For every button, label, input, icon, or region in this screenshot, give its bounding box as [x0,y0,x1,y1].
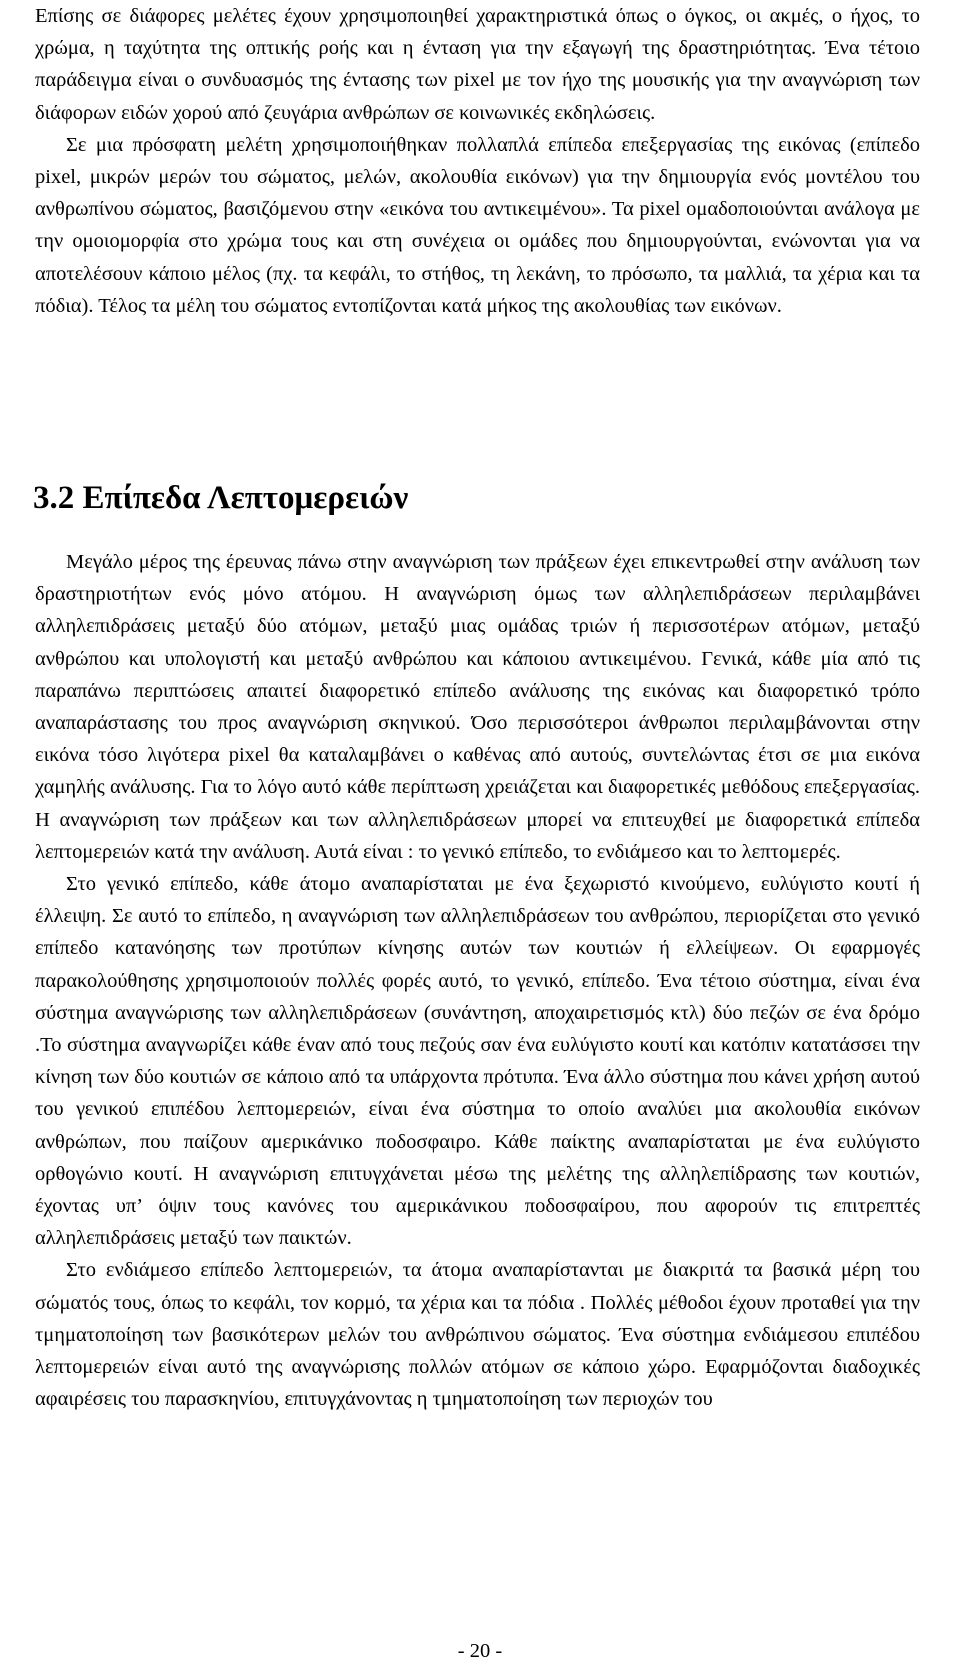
section-heading: 3.2 Επίπεδα Λεπτομερειών [33,480,409,516]
paragraph: Μεγάλο μέρος της έρευνας πάνω στην αναγνώριση των πράξεων έχει επικεντρωθεί στην ανάλυση των δραστηριοτήτων ενός μόνο ατόμου. Η αναγνώριση όμως των αλληλεπιδράσεων περιλαμβάνει αλληλεπιδράσεις μεταξύ δύο ατόμων, μεταξύ μιας ομάδας τριών ή περισσοτέρων ατόμων, μεταξύ ανθρώπου και υπολογιστή και μεταξύ ανθρώπου και κάποιου αντικειμένου. Γενικά, κάθε μία από τις παραπάνω περιπτώσεις απαιτεί διαφορετικό επίπεδο ανάλυσης της εικόνας και διαφορετικό τρόπο αναπαράστασης του προς αναγνώριση σκηνικού. Όσο περισσότεροι άνθρωποι περιλαμβάνονται στην εικόνα τόσο λιγότερα pixel θα καταλαμβάνει ο καθένας από αυτούς, συντελώντας έτσι σε μια εικόνα χαμηλής ανάλυσης. Για το λόγο αυτό κάθε περίπτωση χρειάζεται και διαφορετικές μεθόδους επεξεργασίας. Η αναγνώριση των πράξεων και των αλληλεπιδράσεων μπορεί να επιτευχθεί με διαφορετικά επίπεδα λεπτομερειών κατά την ανάλυση. Αυτά είναι : το γενικό επίπεδο, το ενδιάμεσο και το λεπτομερές. [35,551,920,863]
paragraph: Επίσης σε διάφορες μελέτες έχουν χρησιμοποιηθεί χαρακτηριστικά όπως ο όγκος, οι ακμές, ο ήχος, το χρώμα, η ταχύτητα της οπτικής ροής και η ένταση για την εξαγωγή της δραστηριότητας. Ένα τέτοιο παράδειγμα είναι ο συνδυασμός της έντασης των pixel με τον ήχο της μουσικής για την αναγνώριση των διάφορων ειδών χορού από ζευγάρια ανθρώπων σε κοινωνικές εκδηλώσεις. [35,5,920,124]
section-text-block [35,546,920,1415]
paragraph: Στο ενδιάμεσο επίπεδο λεπτομερειών, τα άτομα αναπαρίστανται με διακριτά τα βασικά μέρη του σώματός τους, όπως το κεφάλι, τον κορμό, τα χέρια και τα πόδια . Πολλές μέθοδοι έχουν προταθεί για την τμηματοποίηση των βασικότερων μελών του ανθρώπινου σώματος. Ένα σύστημα ενδιάμεσου επιπέδου λεπτομερειών είναι αυτό της αναγνώρισης πολλών ατόμων σε κάποιο χώρο. Εφαρμόζονται διαδοχικές αφαιρέσεις του παρασκηνίου, επιτυγχάνοντας η τμηματοποίηση των περιοχών του [35,1259,920,1411]
intro-text-block [35,0,920,322]
paragraph: Σε μια πρόσφατη μελέτη χρησιμοποιήθηκαν πολλαπλά επίπεδα επεξεργασίας της εικόνας (επίπεδο pixel, μικρών μερών του σώματος, μελών, ακολουθία εικόνων) για την δημιουργία ενός μοντέλου του ανθρωπίνου σώματος, βασιζόμενου στην «εικόνα του αντικειμένου». Τα pixel ομαδοποιούνται ανάλογα με την ομοιομορφία στο χρώμα τους και στη συνέχεια οι ομάδες που δημιουργούνται, ενώνονται για να αποτελέσουν κάποιο μέλος (πχ. τα κεφάλι, το στήθος, τη λεκάνη, το πρόσωπο, τα μαλλιά, τα χέρια και τα πόδια). Τέλος τα μέλη του σώματος εντοπίζονται κατά μήκος της ακολουθίας των εικόνων. [35,133,920,317]
page-number: - 20 - [457,1640,503,1662]
paragraph: Στο γενικό επίπεδο, κάθε άτομο αναπαρίσταται με ένα ξεχωριστό κινούμενο, ευλύγιστο κουτί ή έλλειψη. Σε αυτό το επίπεδο, η αναγνώριση των αλληλεπιδράσεων του ανθρώπου, περιορίζεται στο γενικό επίπεδο κατανόησης των προτύπων κίνησης αυτών των κουτιών ή ελλείψεων. Οι εφαρμογές παρακολούθησης χρησιμοποιούν πολλές φορές αυτό, το γενικό, επίπεδο. Ένα τέτοιο σύστημα, είναι ένα σύστημα αναγνώρισης των αλληλεπιδράσεων (συνάντηση, αποχαιρετισμός κτλ) δύο πεζών σε ένα δρόμο .Το σύστημα αναγνωρίζει κάθε έναν από τους πεζούς σαν ένα ευλύγιστο κουτί και κατόπιν κατατάσσει την κίνηση των δύο κουτιών σε κάποιο από τα υπάρχοντα πρότυπα. Ένα άλλο σύστημα που κάνει χρήση αυτού του γενικού επιπέδου λεπτομερειών, είναι ένα σύστημα το οποίο αναλύει μια ακολουθία εικόνων ανθρώπων, που παίζουν αμερικάνικο ποδοσφαιρο. Κάθε παίκτης αναπαρίσταται με ένα ευλύγιστο ορθογώνιο κουτί. Η αναγνώριση επιτυγχάνεται μέσω της μελέτης της αλληλεπίδρασης των κουτιών, έχοντας υπ’ όψιν τους κανόνες του αμερικάνικου ποδοσφαίρου, που αφορούν τις επιτρεπτές αλληλεπιδράσεις μεταξύ των παικτών. [35,873,920,1250]
